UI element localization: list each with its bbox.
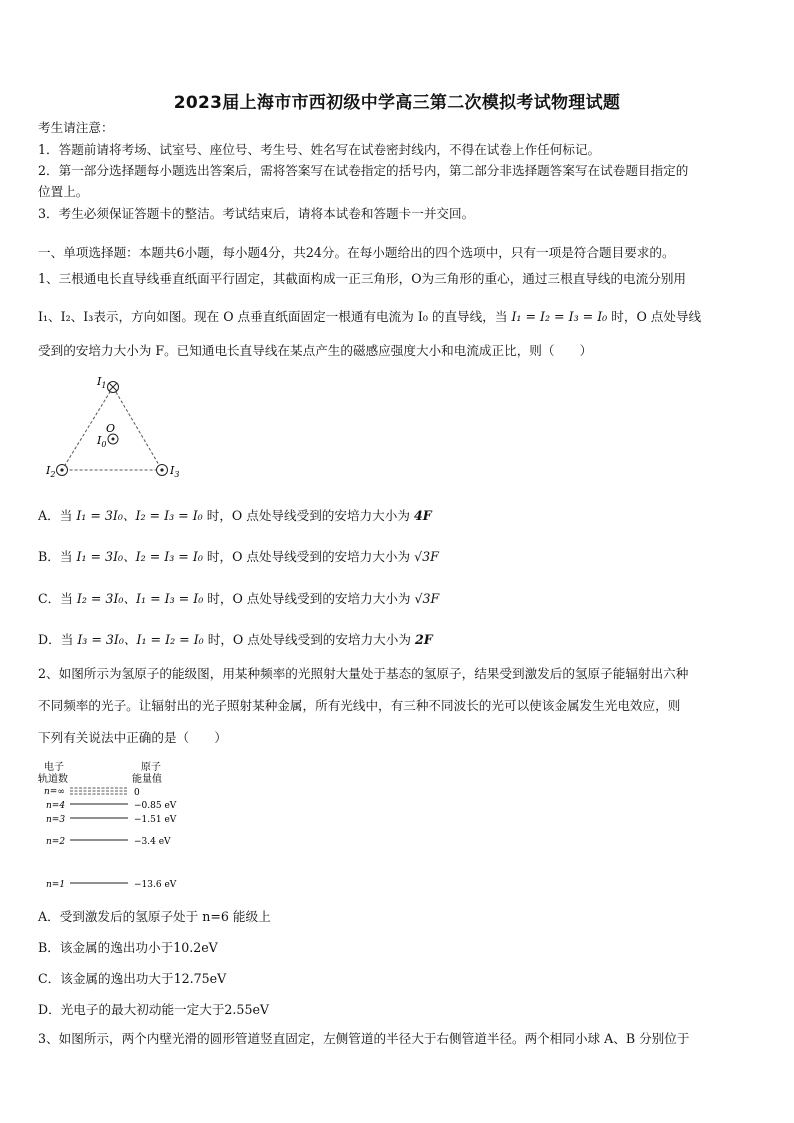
level-n3-label: n=3 bbox=[46, 815, 66, 825]
notice-item-2-cont: 位置上。 bbox=[38, 184, 89, 199]
q1-line-3: 受到的安培力大小为 F。已知通电长直导线在某点产生的磁感应强度大小和电流成正比，则（ ） bbox=[38, 343, 593, 358]
q1-triangle-figure bbox=[40, 372, 190, 482]
q2-option-c[interactable]: C．该金属的逸出功大于12.75eV bbox=[38, 971, 227, 986]
left-header-2: 轨道数 bbox=[38, 774, 68, 785]
q2-option-b[interactable]: B．该金属的逸出功小于10.2eV bbox=[38, 940, 218, 955]
notice-item-3: 3．考生必须保证答题卡的整洁。考试结束后，请将本试卷和答题卡一并交回。 bbox=[38, 206, 475, 221]
notice-item-1: 1．答题前请将考场、试室号、座位号、考生号、姓名写在试卷密封线内，不得在试卷上作任何标记。 bbox=[38, 142, 601, 157]
level-n-inf-label: n=∞ bbox=[44, 787, 65, 797]
label-o: O bbox=[106, 422, 116, 435]
notice-item-2: 2．第一部分选择题每小题选出答案后，需将答案写在试卷指定的括号内，第二部分非选择题答案写在试卷题目指定的 bbox=[38, 163, 689, 178]
q3-line-1: 3、如图所示，两个内壁光滑的圆形管道竖直固定，左侧管道的半径大于右侧管道半径。两个相同小球 A、B 分别位于 bbox=[38, 1031, 690, 1046]
right-header-2: 能量值 bbox=[132, 774, 162, 785]
q1-option-d[interactable]: D．当 I₃ = 3I₀、I₁ = I₂ = I₀ 时，O 点处导线受到的安培力大小为 2F bbox=[38, 632, 433, 647]
q2-line-2: 不同频率的光子。让辐射出的光子照射某种金属，所有光线中，有三种不同波长的光可以使该金属发生光电效应，则 bbox=[38, 698, 681, 713]
q2-option-a[interactable]: A．受到激发后的氢原子处于 n=6 能级上 bbox=[38, 909, 271, 924]
q2-line-1: 2、如图所示为氢原子的能级图，用某种频率的光照射大量处于基态的氢原子，结果受到激发后的氢原子能辐射出六种 bbox=[38, 666, 689, 681]
q1-line-1: 1、三根通电长直导线垂直纸面平行固定，其截面构成一正三角形，O为三角形的重心，通过三根直导线的电流分别用 bbox=[38, 271, 687, 286]
wire-i1-cross-icon bbox=[108, 382, 119, 393]
level-2-energy: −3.4 eV bbox=[134, 837, 171, 847]
level-4-energy: −0.85 eV bbox=[134, 801, 177, 811]
q1-line-2-a: I₁、I₂、I₃表示，方向如图。现在 O 点垂直纸面固定一根通有电流为 I₀ 的直导线，当 bbox=[38, 309, 508, 324]
label-i3: $I_3$ bbox=[170, 464, 180, 479]
q1-line-2-eq: I₁ = I₂ = I₃ = I₀ bbox=[511, 309, 608, 324]
q1-option-a[interactable]: A．当 I₁ = 3I₀、I₂ = I₃ = I₀ 时，O 点处导线受到的安培力大小为 4F bbox=[38, 508, 432, 523]
wire-i2-dot-icon bbox=[57, 465, 68, 476]
label-i1: $I_1$ bbox=[97, 375, 107, 390]
right-header-1: 原子 bbox=[141, 762, 161, 773]
label-i2: $I_2$ bbox=[46, 464, 56, 479]
notice-heading: 考生请注意： bbox=[38, 120, 114, 135]
section-heading: 一、单项选择题：本题共6小题，每小题4分，共24分。在每小题给出的四个选项中，只有一项是符合题目要求的。 bbox=[38, 245, 675, 260]
q1-line-2 bbox=[38, 309, 760, 325]
q2-option-d[interactable]: D．光电子的最大初动能一定大于2.55eV bbox=[38, 1002, 269, 1017]
energy-level-diagram bbox=[36, 758, 206, 894]
wire-i0-dot-icon bbox=[108, 434, 118, 444]
level-n2-label: n=2 bbox=[46, 837, 66, 847]
level-n1-label: n=1 bbox=[46, 880, 66, 890]
label-i0: $I_0$ bbox=[97, 434, 107, 449]
level-inf-energy: 0 bbox=[134, 788, 140, 798]
left-header-1: 电子 bbox=[44, 762, 64, 773]
q1-option-c[interactable]: C．当 I₂ = 3I₀、I₁ = I₃ = I₀ 时，O 点处导线受到的安培力大小为 √3F bbox=[38, 591, 440, 606]
q1-line-2-b: 时，O 点处导线 bbox=[611, 309, 702, 324]
page-title: 2023届上海市市西初级中学高三第二次模拟考试物理试题 bbox=[173, 93, 621, 113]
q2-line-3: 下列有关说法中正确的是（ ） bbox=[38, 730, 227, 745]
level-3-energy: −1.51 eV bbox=[134, 815, 177, 825]
q1-option-b[interactable]: B．当 I₁ = 3I₀、I₂ = I₃ = I₀ 时，O 点处导线受到的安培力大小为 √3F bbox=[38, 549, 439, 564]
wire-i3-dot-icon bbox=[157, 465, 168, 476]
level-n4-label: n=4 bbox=[46, 801, 66, 811]
level-1-energy: −13.6 eV bbox=[134, 880, 177, 890]
